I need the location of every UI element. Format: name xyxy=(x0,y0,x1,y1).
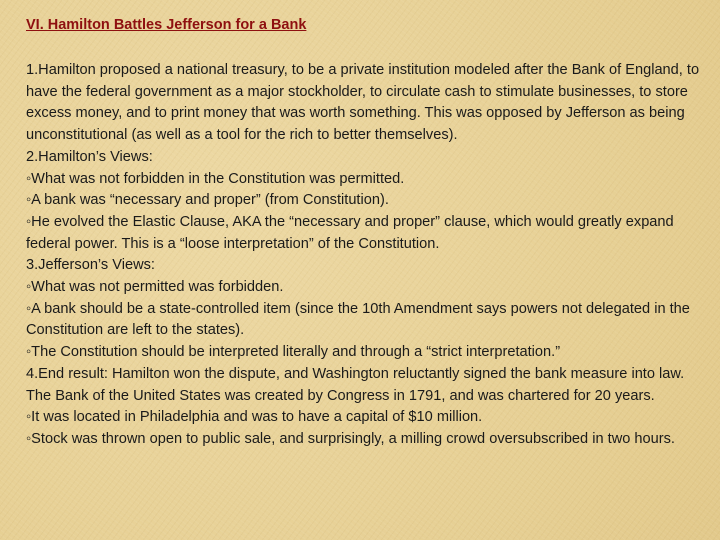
bullet-jefferson-state-controlled: ◦A bank should be a state-controlled item (since the 10th Amendment says powers not delegated in the Constitution are left to the states). xyxy=(26,300,690,339)
paragraph-3-jefferson-views-heading: 3.Jefferson’s Views: xyxy=(26,257,155,274)
bullet-hamilton-necessary-proper: ◦A bank was “necessary and proper” (from Constitution). xyxy=(26,192,389,209)
bullet-jefferson-not-permitted: ◦What was not permitted was forbidden. xyxy=(26,279,284,296)
paragraph-4-end-result: 4.End result: Hamilton won the dispute, and Washington reluctantly signed the bank measure into law. The Bank of the United States was created by Congress in 1791, and was chartered for 20 years. xyxy=(26,365,685,404)
paragraph-1-hamilton-proposal: 1.Hamilton proposed a national treasury, to be a private institution modeled after the Bank of England, to have the federal government as a major stockholder, to circulate cash to stimulate businesses, to store excess money, and to print money that was worth something. This was opposed by Jefferson as being unconstitutional (as well as a tool for the rich to better themselves). xyxy=(26,62,700,144)
bullet-jefferson-strict-interpretation: ◦The Constitution should be interpreted literally and through a “strict interpretation.” xyxy=(26,344,561,361)
paragraph-2-hamilton-views-heading: 2.Hamilton’s Views: xyxy=(26,148,153,165)
bullet-hamilton-elastic-clause: ◦He evolved the Elastic Clause, AKA the “necessary and proper” clause, which would greatly expand federal power. This is a “loose interpretation” of the Constitution. xyxy=(26,213,674,252)
bullet-stock-oversubscribed: ◦Stock was thrown open to public sale, and surprisingly, a milling crowd oversubscribed in two hours. xyxy=(26,430,675,447)
slide-title: VI. Hamilton Battles Jefferson for a Bank xyxy=(26,17,307,33)
bullet-hamilton-not-forbidden: ◦What was not forbidden in the Constitution was permitted. xyxy=(26,170,405,187)
slide-body xyxy=(26,60,702,451)
bullet-philadelphia-capital: ◦It was located in Philadelphia and was to have a capital of $10 million. xyxy=(26,409,483,426)
